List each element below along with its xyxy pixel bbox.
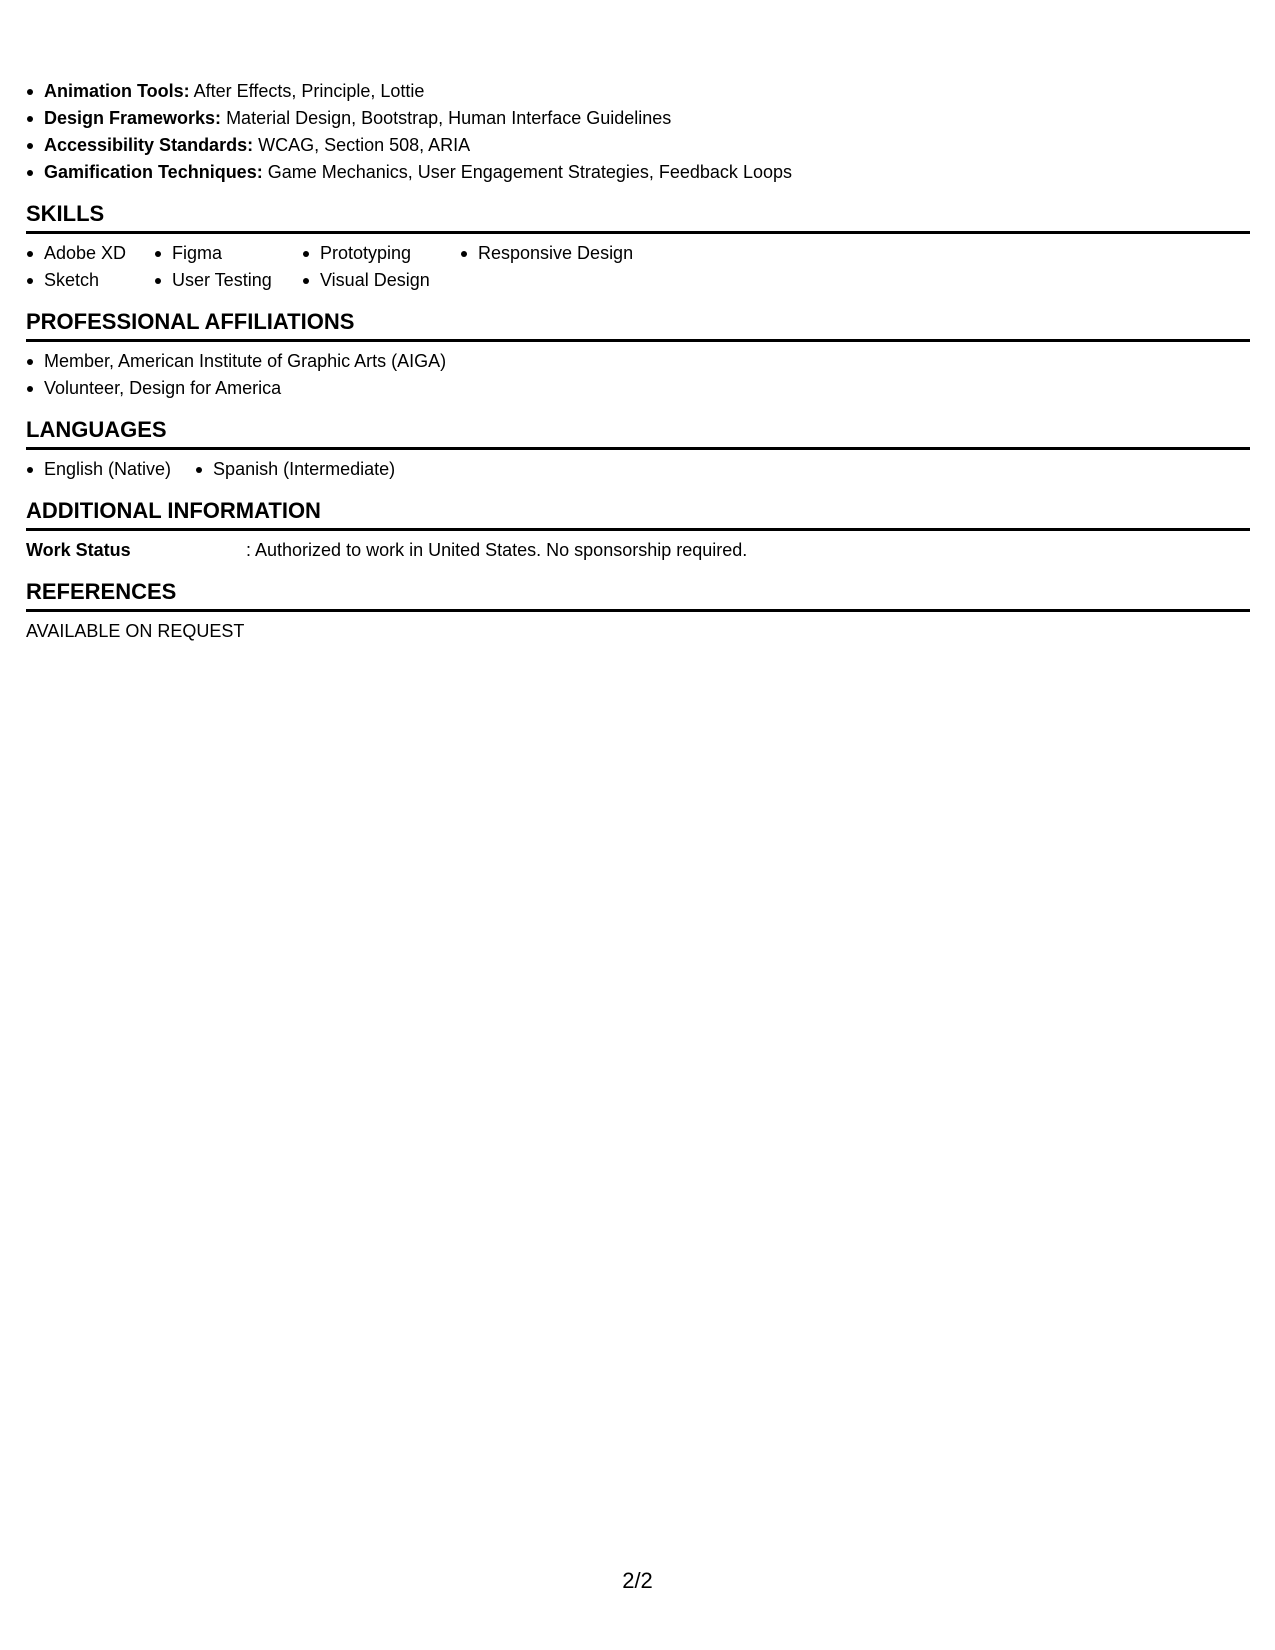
skill-item: Prototyping: [302, 240, 460, 267]
section-divider: [26, 339, 1250, 342]
resume-page: [26, 78, 1250, 645]
skill-item: User Testing: [154, 267, 302, 294]
section-divider: [26, 528, 1250, 531]
work-status-row: [26, 537, 1250, 564]
skill-item: Responsive Design: [460, 240, 700, 267]
list-item: [26, 159, 1250, 186]
work-status-value: : Authorized to work in United States. No sponsorship required.: [246, 540, 748, 560]
skill-item: Adobe XD: [26, 240, 154, 267]
tool-category-label: Animation Tools:: [44, 81, 190, 101]
skills-section-header: [26, 200, 1250, 234]
page-number: 2/2: [622, 1568, 653, 1593]
languages-section-header: [26, 416, 1250, 450]
section-divider: [26, 609, 1250, 612]
work-status-label: Work Status: [26, 540, 131, 560]
languages-list: [26, 456, 1250, 483]
language-item: English (Native): [26, 456, 171, 483]
additional-info-section-title: ADDITIONAL INFORMATION: [26, 498, 321, 523]
list-item: [26, 78, 1250, 105]
references-section-title: REFERENCES: [26, 579, 177, 604]
references-text: AVAILABLE ON REQUEST: [26, 621, 245, 641]
languages-section-title: LANGUAGES: [26, 417, 167, 442]
affiliation-item: Volunteer, Design for America: [26, 375, 1250, 402]
skills-list: [26, 240, 1250, 294]
additional-info-section-header: [26, 497, 1250, 531]
list-item: [26, 105, 1250, 132]
references-section-header: [26, 578, 1250, 612]
section-divider: [26, 231, 1250, 234]
tool-category-label: Gamification Techniques:: [44, 162, 263, 182]
skill-item: Sketch: [26, 267, 154, 294]
affiliation-item: Member, American Institute of Graphic Arts (AIGA): [26, 348, 1250, 375]
tools-list: [26, 78, 1250, 186]
skill-item: Figma: [154, 240, 302, 267]
tool-category-value: After Effects, Principle, Lottie: [189, 81, 425, 101]
skill-item: Visual Design: [302, 267, 460, 294]
affiliations-section-header: [26, 308, 1250, 342]
tool-category-value: Material Design, Bootstrap, Human Interface Guidelines: [221, 108, 672, 128]
skills-section-title: SKILLS: [26, 201, 105, 226]
tool-category-value: WCAG, Section 508, ARIA: [253, 135, 471, 155]
list-item: [26, 132, 1250, 159]
affiliations-section-title: PROFESSIONAL AFFILIATIONS: [26, 309, 355, 334]
tool-category-label: Design Frameworks:: [44, 108, 222, 128]
affiliations-list: [26, 348, 1250, 402]
tool-category-value: Game Mechanics, User Engagement Strategies, Feedback Loops: [262, 162, 792, 182]
tool-category-label: Accessibility Standards:: [44, 135, 254, 155]
section-divider: [26, 447, 1250, 450]
language-item: Spanish (Intermediate): [195, 456, 395, 483]
